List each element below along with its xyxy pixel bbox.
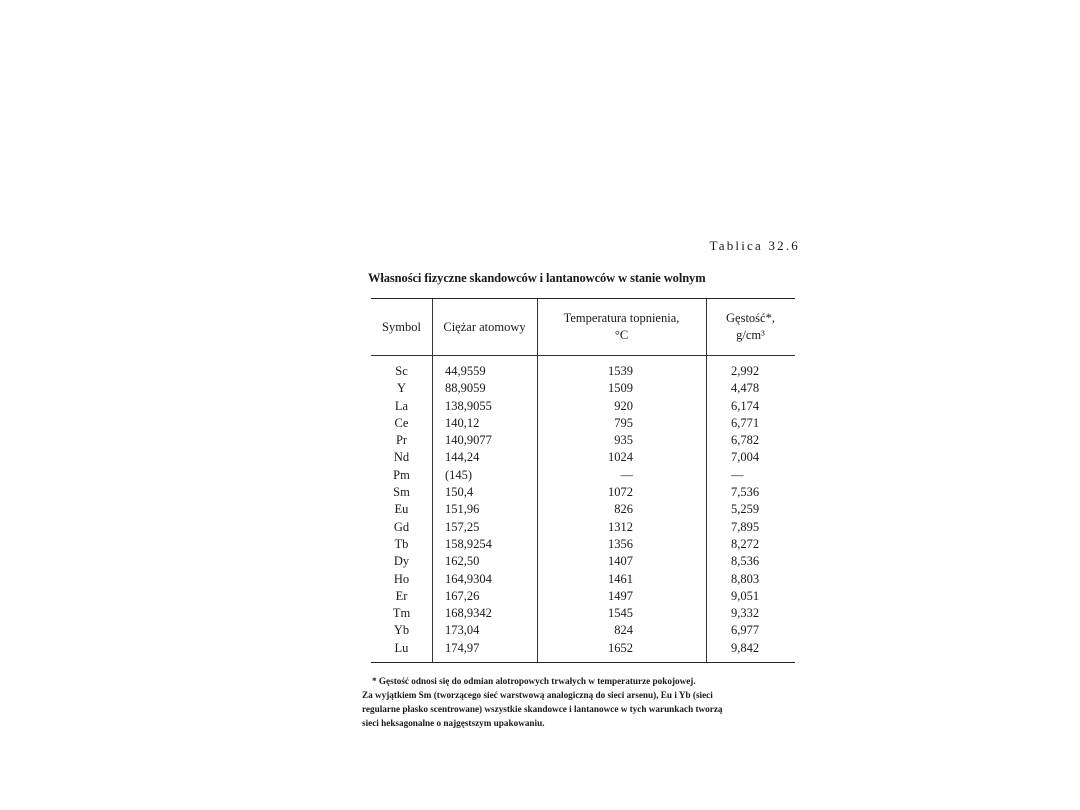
header-symbol-text: Symbol [382, 319, 421, 334]
header-melting-point-line2: °C [614, 328, 629, 342]
cell-density: 4,478 [731, 381, 760, 396]
cell-symbol: La [394, 398, 409, 413]
cell-melting-point: 1545 [608, 606, 633, 621]
table-row [371, 536, 795, 553]
cell-atomic-weight: 158,9254 [445, 536, 492, 551]
header-density-line2: g/cm³ [736, 328, 765, 342]
cell-density: 5,259 [731, 502, 760, 517]
cell-atomic-weight: (145) [445, 467, 473, 482]
cell-symbol: Pm [393, 467, 410, 482]
table-row [371, 415, 795, 432]
footnote-line: sieci heksagonalne o najgęstszym upakowaniu. [362, 718, 545, 728]
header-density-line1: Gęstość*, [726, 311, 775, 325]
cell-atomic-weight: 167,26 [445, 588, 480, 603]
cell-atomic-weight: 140,12 [445, 415, 480, 430]
cell-atomic-weight: 44,9559 [445, 364, 486, 378]
cell-symbol: Tb [394, 536, 409, 551]
cell-melting-point: 1356 [608, 536, 633, 551]
header-density [706, 299, 795, 355]
table-row [371, 605, 795, 622]
cell-symbol: Eu [394, 502, 409, 517]
table-row [371, 363, 795, 380]
cell-melting-point: 1509 [608, 381, 633, 396]
cell-symbol: Yb [393, 623, 410, 638]
table-row [371, 467, 795, 484]
cell-melting-point: 920 [614, 398, 633, 413]
table-row [371, 588, 795, 605]
table-row [371, 501, 795, 518]
cell-density: 7,004 [731, 450, 760, 465]
cell-density: 6,977 [731, 623, 760, 638]
table-row [371, 398, 795, 415]
header-melting-point-line1: Temperatura topnienia, [563, 311, 680, 325]
cell-density: — [731, 467, 744, 482]
cell-melting-point: — [620, 467, 633, 482]
cell-symbol: Ce [394, 415, 409, 430]
cell-symbol: Sc [395, 364, 408, 378]
cell-atomic-weight: 144,24 [445, 450, 480, 465]
cell-symbol: Sm [393, 485, 410, 500]
table-title: Własności fizyczne skandowców i lantanowców w stanie wolnym [368, 271, 706, 285]
table-footnote [362, 674, 796, 730]
table-row [371, 571, 795, 588]
cell-density: 8,272 [731, 536, 760, 551]
cell-density: 6,174 [731, 398, 760, 413]
cell-atomic-weight: 157,25 [445, 519, 480, 534]
table-row [371, 519, 795, 536]
cell-density: 9,842 [731, 640, 760, 655]
cell-density: 6,771 [731, 415, 760, 430]
cell-symbol: Dy [393, 554, 410, 569]
cell-density: 8,803 [731, 571, 760, 586]
cell-symbol: Er [395, 588, 408, 603]
cell-atomic-weight: 138,9055 [445, 398, 492, 413]
cell-symbol: Pr [395, 433, 408, 448]
cell-density: 7,536 [731, 485, 760, 500]
cell-atomic-weight: 88,9059 [445, 381, 486, 396]
header-divider [371, 355, 795, 356]
table-row [371, 449, 795, 466]
cell-melting-point: 1652 [608, 640, 633, 655]
table-row [371, 622, 795, 639]
table-body [371, 363, 795, 657]
properties-table [371, 298, 795, 663]
cell-melting-point: 935 [614, 433, 633, 448]
cell-melting-point: 1072 [608, 485, 633, 500]
cell-melting-point: 1539 [608, 364, 633, 378]
cell-atomic-weight: 164,9304 [445, 571, 492, 586]
cell-melting-point: 1497 [608, 588, 633, 603]
header-atomic-weight-text: Ciężar atomowy [443, 319, 526, 334]
cell-symbol: Ho [393, 571, 410, 586]
table-row [371, 553, 795, 570]
table-number-label: Tablica 32.6 [709, 238, 800, 253]
cell-atomic-weight: 140,9077 [445, 433, 492, 448]
footnote-line: * Gęstość odnosi się do odmian alotropowych trwałych w temperaturze pokojowej. [372, 676, 696, 686]
cell-atomic-weight: 150,4 [445, 485, 474, 500]
header-atomic-weight [432, 299, 537, 355]
table-row [371, 484, 795, 501]
table-row [371, 380, 795, 397]
cell-atomic-weight: 173,04 [445, 623, 480, 638]
cell-symbol: Nd [393, 450, 410, 465]
cell-atomic-weight: 174,97 [445, 640, 480, 655]
cell-atomic-weight: 168,9342 [445, 606, 492, 621]
cell-melting-point: 1407 [608, 554, 633, 569]
cell-density: 7,895 [731, 519, 760, 534]
header-symbol [371, 299, 432, 355]
cell-melting-point: 1461 [608, 571, 633, 586]
cell-density: 6,782 [731, 433, 760, 448]
cell-density: 9,332 [731, 606, 760, 621]
cell-symbol: Y [396, 381, 407, 396]
footnote-line: regularne płasko scentrowane) wszystkie skandowce i lantanowce w tych warunkach tworzą [362, 704, 723, 714]
table-row [371, 432, 795, 449]
cell-melting-point: 1024 [608, 450, 633, 465]
cell-atomic-weight: 162,50 [445, 554, 480, 569]
cell-density: 8,536 [731, 554, 760, 569]
cell-symbol: Lu [394, 640, 409, 655]
cell-density: 9,051 [731, 588, 760, 603]
cell-melting-point: 826 [614, 502, 633, 517]
cell-melting-point: 824 [614, 623, 633, 638]
header-melting-point [537, 299, 706, 355]
footnote-line: Za wyjątkiem Sm (tworzącego sieć warstwową analogiczną do sieci arsenu), Eu i Yb (sieci [362, 690, 713, 700]
table-row [371, 640, 795, 657]
cell-symbol: Gd [393, 519, 410, 534]
cell-melting-point: 795 [614, 415, 633, 430]
cell-melting-point: 1312 [608, 519, 633, 534]
cell-atomic-weight: 151,96 [445, 502, 480, 517]
cell-density: 2,992 [731, 364, 760, 378]
cell-symbol: Tm [392, 606, 411, 621]
